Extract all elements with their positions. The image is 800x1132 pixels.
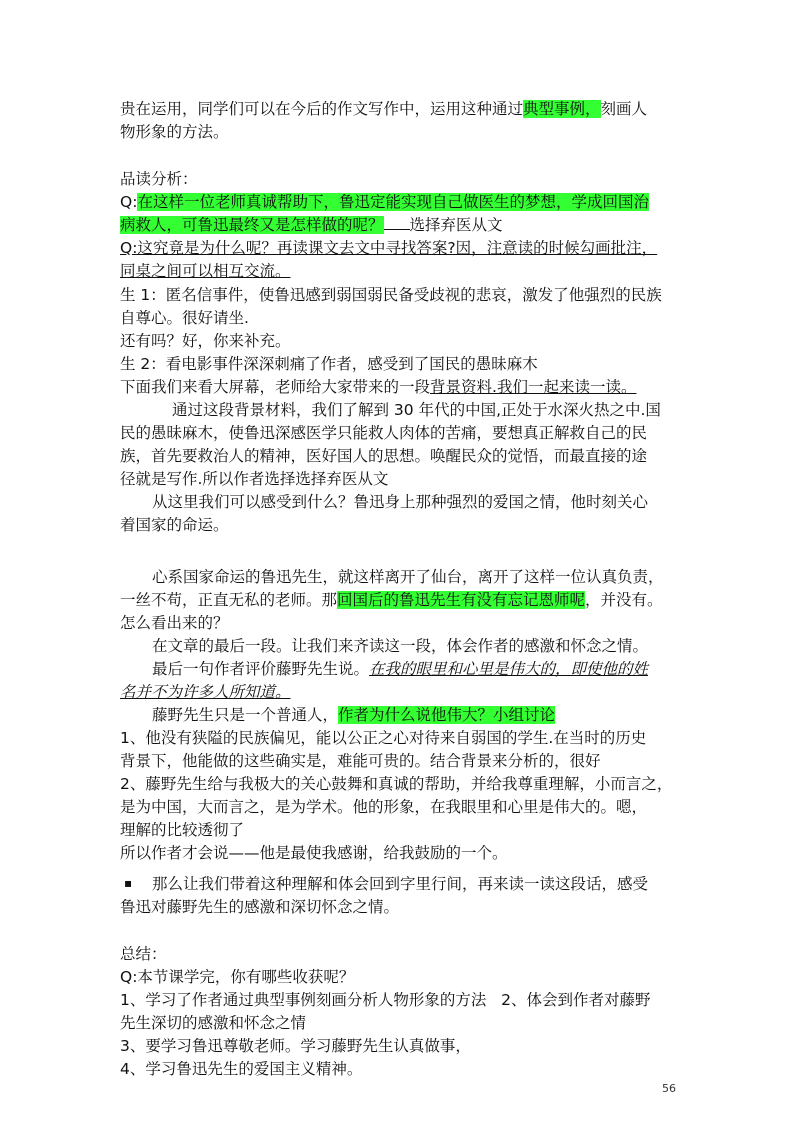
text-line: 1、学习了作者通过典型事例刻画分析人物形象的方法 2、体会到作者对藤野	[120, 991, 651, 1009]
text-line: 怎么看出来的？	[120, 614, 229, 632]
text-span: 选择弃医从文	[409, 216, 503, 234]
text-span: 一丝不苟，正直无私的老师。那	[120, 591, 338, 609]
text-line: 先生深切的感激和怀念之情	[120, 1014, 307, 1032]
text-line: 民的愚昧麻木，使鲁迅深感医学只能救人肉体的苦痛，要想真正解救自己的民	[120, 424, 648, 442]
text-line: 生 1：匿名信事件，使鲁迅感到弱国弱民备受歧视的悲哀，激发了他强烈的民族	[120, 286, 662, 304]
text-line: 族，首先要救治人的精神，医好国人的思想。唤醒民众的觉悟，而最直接的途	[120, 447, 648, 465]
text-line	[120, 97, 690, 121]
text-line	[152, 657, 722, 681]
text-span: ，并没有。	[585, 591, 663, 609]
text-span: 下面我们来看大屏幕，老师给大家带来的一段	[120, 378, 431, 396]
text-line: 背景下，他能做的这些确实是，难能可贵的。结合背景来分析的，很好	[120, 752, 601, 770]
text-line: 心系国家命运的鲁迅先生，就这样离开了仙台，离开了这样一位认真负责，	[152, 568, 664, 586]
section-heading: 品读分析：	[120, 170, 198, 188]
text-line: 同桌之间可以相互交流。	[120, 262, 291, 280]
highlighted-text: 回国后的鲁迅先生有没有忘记恩师呢	[337, 591, 586, 609]
text-line	[120, 190, 690, 214]
text-line	[120, 588, 690, 612]
text-line: 物形象的方法。	[120, 123, 229, 141]
highlighted-text: 作者为什么说他伟大？小组讨论	[338, 706, 556, 724]
text-line: 3、要学习鲁迅尊敬老师。学习藤野先生认真做事，	[120, 1037, 471, 1055]
section-heading: 总结：	[120, 945, 167, 963]
text-line	[120, 375, 690, 399]
underlined-text: 背景资料.我们一起来读一读。	[430, 378, 637, 396]
quote-text: 名并不为许多人所知道。	[120, 683, 291, 701]
text-line: 着国家的命运。	[120, 516, 229, 534]
text-line: 那么让我们带着这种理解和体会回到字里行间，再来读一读这段话，感受	[152, 875, 649, 893]
text-line: 从这里我们可以感受到什么？鲁迅身上那种强烈的爱国之情，他时刻关心	[152, 493, 649, 511]
text-line: 所以作者才会说——他是最使我感谢，给我鼓励的一个。	[120, 844, 508, 862]
text-line: 径就是写作.所以作者选择选择弃医从文	[120, 470, 389, 488]
text-line: 还有吗？好，你来补充。	[120, 332, 291, 350]
text-line: 4、学习鲁迅先生的爱国主义精神。	[120, 1060, 363, 1078]
text-line: 通过这段背景材料，我们了解到 30 年代的中国,正处于水深火热之中.国	[172, 401, 661, 419]
text-line: 在文章的最后一段。让我们来齐读这一段，体会作者的感激和怀念之情。	[152, 637, 649, 655]
text-line: 是为中国，大而言之，是为学术。他的形象，在我眼里和心里是伟大的。嗯，	[120, 798, 648, 816]
quote-text: 在我的眼里和心里是伟大的，即使他的姓	[369, 660, 649, 678]
highlighted-text: 病救人，可鲁迅最终又是怎样做的呢？	[120, 216, 384, 234]
highlighted-text: 在这样一位老师真诚帮助下，鲁迅定能实现自己做医生的梦想，学成回国治	[137, 193, 649, 211]
text-span: 藤野先生只是一个普通人，	[152, 706, 339, 724]
text-line: 自尊心。很好请坐.	[120, 309, 249, 327]
text-line: 2、藤野先生给与我极大的关心鼓舞和真诚的帮助，并给我尊重理解，小而言之，	[120, 775, 673, 793]
text-line: 1、他没有狭隘的民族偏见，能以公正之心对待来自弱国的学生.在当时的历史	[120, 729, 647, 747]
text-line: 生 2：看电影事件深深刺痛了作者，感受到了国民的愚昧麻木	[120, 355, 538, 373]
text-line: 鲁迅对藤野先生的感激和深切怀念之情。	[120, 898, 400, 916]
text-line: Q:本节课学完，你有哪些收获呢？	[120, 968, 355, 986]
bullet-icon: ▪	[124, 876, 133, 890]
text-line	[152, 703, 722, 727]
text-line: Q:这究竟是为什么呢？再读课文去文中寻找答案?因，注意读的时候勾画批注，	[120, 239, 658, 257]
blank-underline	[384, 215, 410, 230]
text-line: 理解的比较透彻了	[120, 821, 245, 839]
text-line	[120, 213, 690, 237]
text-span: 刻画人	[600, 100, 648, 118]
highlighted-text: 典型事例，	[523, 100, 601, 118]
text-span: 贵在运用，同学们可以在今后的作文写作中，运用这种通过	[120, 100, 524, 118]
page-number: 56	[662, 1082, 676, 1095]
text-span: 最后一句作者评价藤野先生说。	[152, 660, 370, 678]
text-span: Q:	[120, 193, 138, 211]
